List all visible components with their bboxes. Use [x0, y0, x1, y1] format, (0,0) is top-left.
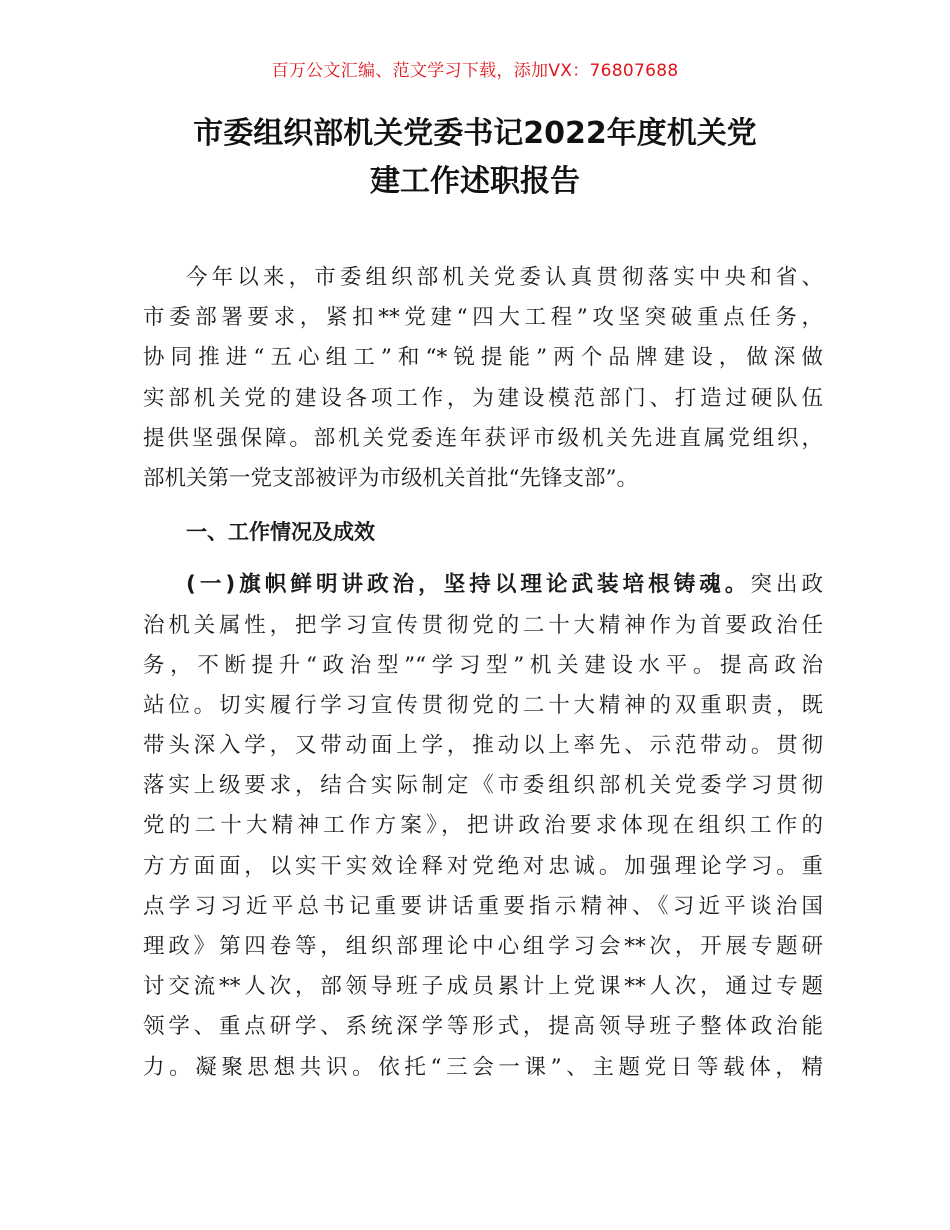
paragraph-line: 治机关属性，把学习宣传贯彻党的二十大精神作为首要政治任 [143, 612, 823, 638]
section-heading: 一、工作情况及成效 [186, 520, 375, 545]
paragraph-line: 提供坚强保障。部机关党委连年获评市级机关先进直属党组织， [143, 425, 823, 451]
paragraph-line: 讨交流**人次，部领导班子成员累计上党课**人次，通过专题 [143, 974, 823, 1000]
intro-paragraph [143, 258, 823, 499]
title-line-1: 市委组织部机关党委书记2022年度机关党 [193, 116, 757, 151]
subsection-lead: (一)旗帜鲜明讲政治，坚持以理论武装培根铸魂。 [186, 572, 751, 598]
paragraph-gap [143, 552, 823, 565]
subsection-lead-rest: 突出政 [750, 572, 823, 598]
paragraph-line: 力。凝聚思想共识。依托“三会一课”、主题党日等载体，精 [143, 1054, 823, 1080]
paragraph-line: 务，不断提升“政治型”“学习型”机关建设水平。提高政治 [143, 652, 823, 678]
paragraph-line: 领学、重点研学、系统深学等形式，提高领导班子整体政治能 [143, 1014, 823, 1040]
paragraph-line: 理政》第四卷等，组织部理论中心组学习会**次，开展专题研 [143, 934, 823, 959]
paragraph-line: 部机关第一党支部被评为市级机关首批“先锋支部”。 [143, 465, 638, 491]
paragraph-line: 市委部署要求，紧扣**党建“四大工程”攻坚突破重点任务， [143, 305, 823, 331]
paragraph-line: 站位。切实履行学习宣传贯彻党的二十大精神的双重职责，既 [143, 692, 823, 718]
paragraph-line: 点学习习近平总书记重要讲话重要指示精神、《习近平谈治国 [143, 893, 823, 919]
paragraph-gap [143, 499, 823, 512]
paragraph-line: 实部机关党的建设各项工作，为建设模范部门、打造过硬队伍 [143, 385, 823, 411]
title-line-2: 建工作述职报告 [370, 164, 580, 199]
paragraph-line [143, 565, 823, 605]
paragraph-line: 落实上级要求，结合实际制定《市委组织部机关党委学习贯彻 [143, 773, 823, 799]
paragraph-line: 方方面面，以实干实效诠释对党绝对忠诚。加强理论学习。重 [143, 853, 823, 879]
paragraph-line: 今年以来，市委组织部机关党委认真贯彻落实中央和省、 [186, 265, 823, 290]
header-watermark-note: 百万公文汇编、范文学习下载，添加VX：76807688 [271, 61, 679, 81]
document-title [120, 110, 830, 206]
document-body [143, 258, 823, 1088]
subsection-paragraph [143, 565, 823, 1087]
paragraph-line: 党的二十大精神工作方案》，把讲政治要求体现在组织工作的 [143, 813, 823, 839]
paragraph-line: 带头深入学，又带动面上学，推动以上率先、示范带动。贯彻 [143, 733, 823, 759]
paragraph-line: 协同推进“五心组工”和“*锐提能”两个品牌建设，做深做 [143, 345, 823, 371]
